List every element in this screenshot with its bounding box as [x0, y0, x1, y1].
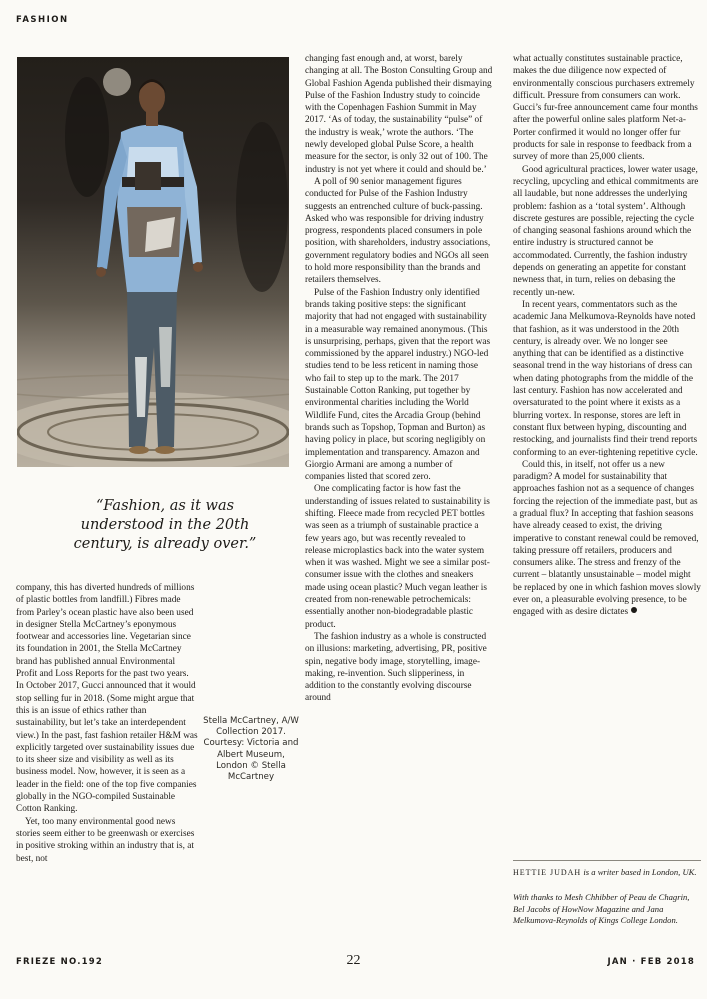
paragraph: One complicating factor is how fast the understanding of issues related to sustainability is shifting. Fleece made from recycled PET bottles was seen as a triumph of sustainable practice a few years ago, but was recently revealed to release microplastics back into the water system when it was washed. Might we see a similar post-consumer issue with the clothes and sneakers made using ocean plastic? Much vegan leather is created from non-renewable petrochemicals: essentially another non-biodegradable plastic product.: [305, 484, 490, 630]
author-name: HETTIE JUDAH: [513, 868, 582, 877]
section-header: FASHION: [16, 15, 69, 25]
divider: [513, 860, 701, 861]
end-mark-icon: [631, 607, 637, 613]
paragraph: company, this has diverted hundreds of millions of plastic bottles from landfill.) Fibres made from Parley’s ocean plastic have also been used in designer Stella McCartney’s eponymous footwear and accessories line. Vegetarian since its foundation in 2001, the Stella McCartney brand has published annual Environmental Profit and Loss Reports for the past two years. In October 2017, Gucci announced that it would stop selling fur in 2018. (Some might argue that this is an issue of ethics rather than sustainability, but let’s take an interdependent view.) In the past, fast fashion retailer H&M was explicitly targeted over sustainability issues due to its sheer size and visibility as well as its business model. Now, however, it is seen as a leader in the field: one of the top five companies globally in the NGO-compiled Sustainable Cotton Ranking.: [16, 583, 198, 815]
magazine-issue: FRIEZE NO.192: [16, 957, 103, 967]
page-number: 22: [346, 953, 361, 968]
article-column-middle: [305, 53, 493, 705]
paragraph: The fashion industry as a whole is constructed on illusions: marketing, advertising, PR, positive spin, negative body image, storytelling, image-making, re-invention. Such slipperiness, in addition to the constantly evolving discourse around: [305, 631, 487, 704]
paragraph: Pulse of the Fashion Industry only identified brands taking positive steps: the significant majority that had not engaged with sustainability in a measurable way remained anonymous. (This is unsurprising, perhaps, given that the report was commissioned by the apparel industry.) NGO-led studies tend to be less reticent in naming those who fail to step up to the mark. The 2017 Sustainable Cotton Ranking, put together by environmental charities including the World Wildlife Fund, cites the Arcadia Group (behind brands such as Topshop, Topman and Burton) as having policy in place, but scoring negligibly on implementation and transparency. Amazon and Giorgio Armani are among a number of companies listed that scored zero.: [305, 287, 491, 483]
issue-date: JAN · FEB 2018: [607, 957, 695, 967]
runway-model-photo: [17, 57, 289, 467]
paragraph: In recent years, commentators such as the academic Jana Melkumova-Reynolds have noted that fashion, as it was understood in the 20th century, is already over. We no longer see anything that can be identified as a distinctive seasonal trend in the way historians of dress can when dating photographs from the middle of the last century. Fashion has now accelerated and oversaturated to the point where it exists as a blurring vortex. In response, stores are left in constant flux between hyping, discounting and restocking, and journalists find their trend reports conforming to an ever-tightening repetitive cycle.: [513, 299, 698, 458]
paragraph: Good agricultural practices, lower water usage, recycling, upcycling and ethical commitments are all laudable, but none addresses the underlying problem: fashion as a ‘total system’. Although discrete gestures are possible, rejecting the cycle of changing seasonal fashions around which the entire industry is structured cannot be accommodated. Currently, the fashion industry depends on generating an appetite for constant newness that, in turn, relies on debasing the recently un-new.: [513, 164, 699, 298]
pull-quote: “Fashion, as it was understood in the 20th century, is already over.”: [73, 498, 257, 552]
author-byline: [513, 866, 701, 879]
photo-caption: Stella McCartney, A/W Collection 2017. Courtesy: Victoria and Albert Museum, London © Stella McCartney: [203, 716, 299, 783]
paragraph-final-text: Could this, in itself, not offer us a new paradigm? A model for sustainability that approaches fashion not as a sequence of changes forcing the rejection of the immediate past, but as a gradual flux? In accepting that fashion seasons have already ceased to exist, the driving imperative to constant renewal could be removed, taking pressure off retailers, producers and consumers alike. The stress and frenzy of the current – blatantly unsustainable – model might be replaced by one in which fashion moves slowly ever on, a pleasurable evolving presence, to be engaged with as desire dictates: [513, 459, 701, 618]
paragraph-final: [513, 459, 701, 619]
article-column-right: [513, 53, 701, 619]
author-bio: is a writer based in London, UK.: [583, 867, 697, 877]
paragraph: what actually constitutes sustainable practice, makes the due diligence now expected of environmentally conscious purchasers extremely difficult. Pressure from consumers can work. Gucci’s fur-free announcement came four months after the powerful online sales platform Net-a-Porter confirmed it would no longer offer fur products for sale in response to feedback from a survey of more than 25,000 clients.: [513, 54, 698, 163]
paragraph: A poll of 90 senior management figures conducted for Pulse of the Fashion Industry suggests an entrenched culture of buck-passing. Asked who was responsible for driving industry progress, respondents placed consumers in pole position, with shareholders, industry associations, government regulatory bodies and NGOs all seen to hold more responsibility than the brands and retailers themselves.: [305, 176, 491, 286]
article-column-left: [16, 582, 198, 865]
paragraph: Yet, too many environmental good news stories seem either to be greenwash or exercises in positive stroking within an industry that is, at best, not: [16, 816, 195, 864]
paragraph: changing fast enough and, at worst, barely changing at all. The Boston Consulting Group and Global Fashion Agenda published their dismaying Pulse of the Fashion Industry study to coincide with the Copenhagen Fashion Summit in May 2017. ‘As of today, the sustainability “pulse” of the industry is weak,’ wrote the authors. ‘The newly developed global Pulse Score, a health measure for the sector, is only 32 out of 100. The industry is not yet where it could and should be.’: [305, 54, 493, 175]
acknowledgements: With thanks to Mesh Chhibber of Peau de Chagrin, Bel Jacobs of HowNow Magazine and Jana Melkumova-Reynolds of Kings College London.: [513, 892, 690, 925]
